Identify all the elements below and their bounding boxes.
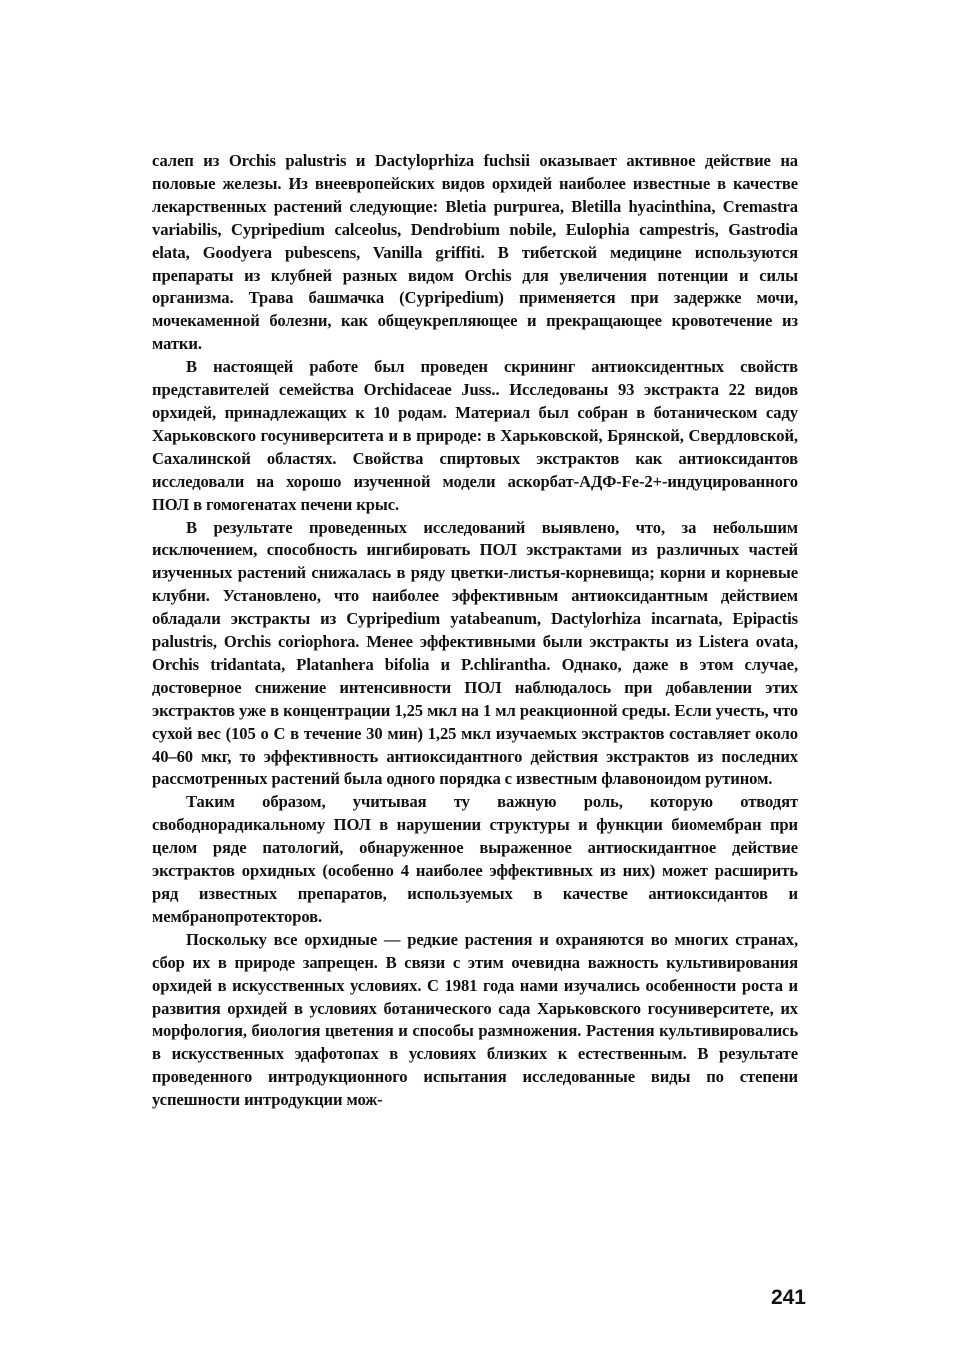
page-text-block	[152, 150, 798, 1112]
paragraph-3: В результате проведенных исследований выявлено, что, за небольшим исключением, способность ингибировать ПОЛ экстрактами из различных частей изученных растений снижалась в ряду цветки-листья-корневища; корни и корневые клубни. Установлено, что наиболее эффективным антиоксидантным действием обладали экстракты из Cypripedium yatabeanum, Dactylorhiza incarnata, Epipactis palustris, Orchis coriophora. Менее эффективными были экстракты из Listera ovata, Orchis tridantata, Platanhera bifolia и P.chlirantha. Однако, даже в этом случае, достоверное снижение интенсивности ПОЛ наблюдалось при добавлении этих экстрактов уже в концентрации 1,25 мкл на 1 мл реакционной среды. Если учесть, что сухой вес (105 о С в течение 30 мин) 1,25 мкл изучаемых экстрактов составляет около 40–60 мкг, то эффективность антиоксидантного действия экстрактов из последних рассмотренных растений была одного порядка с известным флавоноидом рутином.	[152, 517, 798, 789]
paragraph-2: В настоящей работе был проведен скрининг антиоксидентных свойств представителей семейства Orchidaceae Juss.. Исследованы 93 экстракта 22 видов орхидей, принадлежащих к 10 родам. Материал был собран в ботаническом саду Харьковского госуниверситета и в природе: в Харьковской, Брянской, Свердловской, Сахалинской областях. Свойства спиртовых экстрактов как антиоксидантов исследовали на хорошо изученной модели аскорбат-АДФ-Fe-2+-индуцированного ПОЛ в гомогенатах печени крыс.	[152, 357, 798, 514]
paragraph-5: Поскольку все орхидные — редкие растения и охраняются во многих странах, сбор их в природе запрещен. В связи с этим очевидна важность культивирования орхидей в искусственных условиях. С 1981 года нами изучались особенности роста и развития орхидей в условиях ботанического сада Харьковского госуниверситете, их морфология, биология цветения и способы размножения. Растения культивировались в искусственных эдафотопах в условиях близких к естественным. В результате проведенного интродукционного испытания исследованные виды по степени успешности интродукции мож-	[152, 929, 798, 1110]
paragraph-4: Таким образом, учитывая ту важную роль, которую отводят свободнорадикальному ПОЛ в нарушении структуры и функции биомембран при целом ряде патологий, обнаруженное выраженное антиоскидантное действие экстрактов орхидных (особенно 4 наиболее эффективных из них) может расширить ряд известных препаратов, используемых в качестве антиоксидантов и мембранопротекторов.	[152, 792, 798, 926]
page-number: 241	[770, 1286, 806, 1309]
paragraph-1: салеп из Orchis palustris и Dactyloprhiza fuchsii оказывает активное действие на половые железы. Из внеевропейских видов орхидей наиболее известные в качестве лекарственных растений следующие: Bletia purpurea, Bletilla hyacinthina, Cremastra variabilis, Cypripedium calceolus, Dendrobium nobile, Eulophia campestris, Gastrodia elata, Goodyera pubescens, Vanilla griffiti. В тибетской медицине используются препараты из клубней разных видом Orchis для увеличения потенции и силы организма. Трава башмачка (Cypripedium) применяется при задержке мочи, мочекаменной болезни, как общеукрепляющее и прекращающее кровотечение из матки.	[152, 151, 798, 354]
